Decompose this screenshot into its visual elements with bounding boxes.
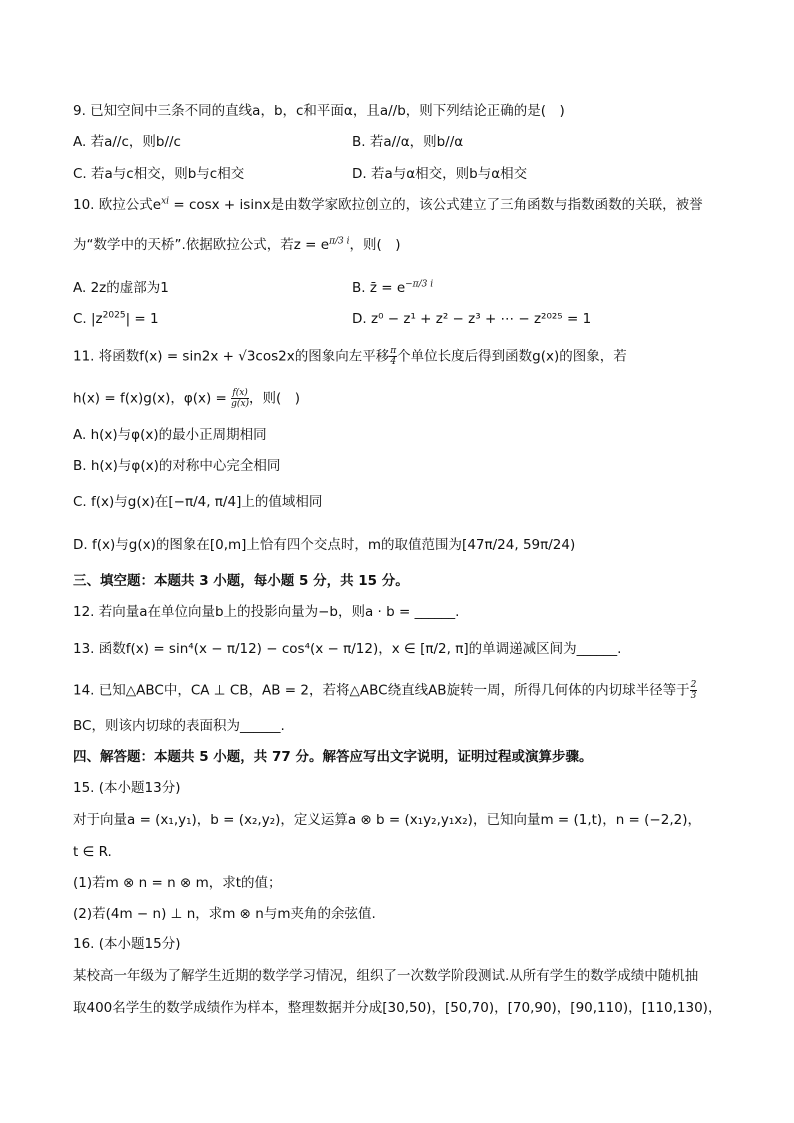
q15-part2: (2)若(4m − n) ⊥ n，求m ⊗ n与m夹角的余弦值.	[73, 906, 376, 922]
q11-shift-fraction: $\frac{\pi}{4}$	[390, 346, 397, 367]
q14-line2: BC，则该内切球的表面积为______.	[73, 718, 285, 734]
q9-stem: 9. 已知空间中三条不同的直线a，b，c和平面α，且a//b，则下列结论正确的是( )	[73, 103, 565, 119]
q9-option-a: A. 若a//c，则b//c	[73, 134, 181, 150]
q9-option-b: B. 若a//α，则b//α	[352, 134, 464, 150]
q10-stem-line1: 10. 欧拉公式$e^{xi} = \cos x + isinx$是由数学家欧拉创立的，该公式建立了三角函数与指数函数的关联，被誉	[73, 196, 703, 213]
q15-line1: 对于向量a = (x₁,y₁)，b = (x₂,y₂)，定义运算a ⊗ b = (x₁y₂,y₁x₂)，已知向量m = (1,t)，n = (−2,2)，	[73, 812, 701, 828]
q15-line2: t ∈ R.	[73, 844, 112, 860]
section-fill-in-title: 三、填空题：本题共 3 小题，每小题 5 分，共 15 分。	[73, 573, 409, 589]
q11-option-a: A. h(x)与φ(x)的最小正周期相同	[73, 427, 267, 443]
q13: 13. 函数f(x) = sin⁴(x − π/12) − cos⁴(x − π/12)，x ∈ [π/2, π]的单调递减区间为______.	[73, 641, 622, 657]
q11-option-b: B. h(x)与φ(x)的对称中心完全相同	[73, 458, 281, 474]
q12: 12. 若向量a在单位向量b上的投影向量为−b，则a · b = ______.	[73, 604, 460, 620]
q10-option-b: B. z̄ = $e^{-\pi/3 i}$	[352, 279, 434, 296]
q10-option-c: C. $|z^{2025}| = 1$	[73, 310, 159, 327]
q15-part1: (1)若m ⊗ n = n ⊗ m，求t的值；	[73, 875, 282, 891]
q10-option-a: A. 2z的虚部为1	[73, 280, 169, 296]
q15-title: 15. (本小题13分)	[73, 780, 181, 796]
q11-stem-line1: 11. 将函数f(x) = sin2x + √3cos2x的图象向左平移 $\frac{\pi}{4}$ 个单位长度后得到函数g(x)的图象，若	[73, 346, 627, 367]
q11-option-c: C. f(x)与g(x)在[−π/4, π/4]上的值域相同	[73, 494, 323, 510]
q14-fraction: $\frac{2}{3}$	[690, 680, 697, 701]
q9-option-d: D. 若a与α相交，则b与α相交	[352, 166, 528, 182]
q9-option-c: C. 若a与c相交，则b与c相交	[73, 166, 245, 182]
q16-title: 16. (本小题15分)	[73, 936, 181, 952]
section-answer-title: 四、解答题：本题共 5 小题，共 77 分。解答应写出文字说明，证明过程或演算步骤。	[73, 749, 593, 765]
q11-option-d: D. f(x)与g(x)的图象在[0,m]上恰有四个交点时，m的取值范围为[47π/24, 59π/24)	[73, 537, 576, 553]
q14-line1: 14. 已知△ABC中，CA ⊥ CB，AB = 2，若将△ABC绕直线AB旋转一周，所得几何体的内切球半径等于 $\frac{2}{3}$	[73, 680, 697, 701]
q10-stem-line2: 为“数学中的天桥”.依据欧拉公式，若$z = e^{\pi/3 i}$，则( )	[73, 236, 401, 253]
q11-phi-fraction: $\frac{f(x)}{g(x)}$	[231, 388, 250, 409]
q10-option-d: D. z⁰ − z¹ + z² − z³ + ⋯ − z²⁰²⁵ = 1	[352, 311, 592, 327]
q16-line1: 某校高一年级为了解学生近期的数学学习情况，组织了一次数学阶段测试.从所有学生的数学成绩中随机抽	[73, 968, 699, 984]
q11-stem-line2: h(x) = f(x)g(x)，φ(x) = $\frac{f(x)}{g(x)}$ ，则( )	[73, 388, 301, 409]
q16-line2: 取400名学生的数学成绩作为样本，整理数据并分成[30,50)，[50,70)，[70,90)，[90,110)，[110,130)，	[73, 1000, 722, 1016]
